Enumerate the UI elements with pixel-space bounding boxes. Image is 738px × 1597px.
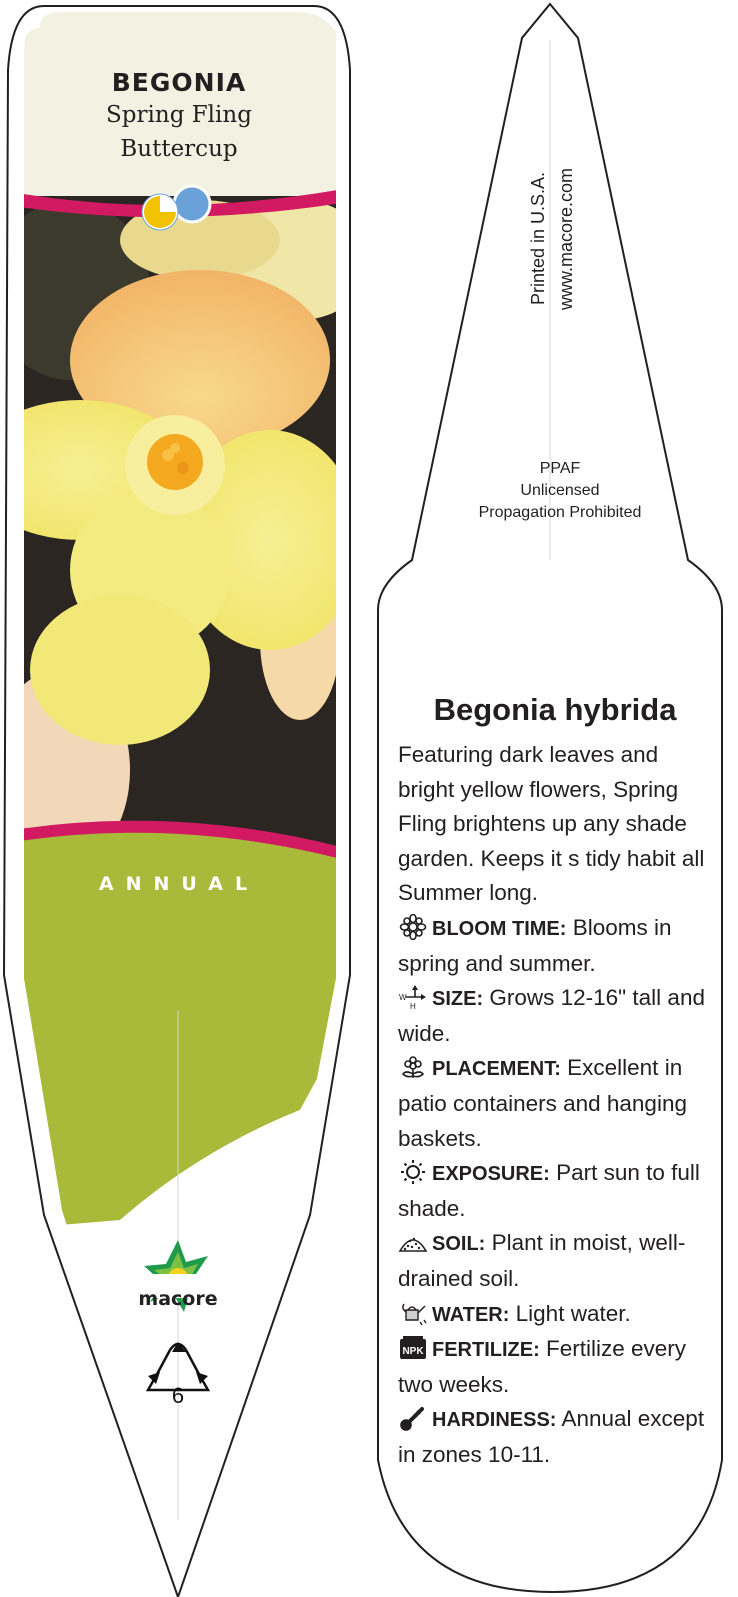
- attr-hardiness: HARDINESS: Annual except in zones 10-11.: [398, 1406, 705, 1467]
- watering-can-icon: [398, 1300, 428, 1326]
- website-text: www.macore.com: [556, 167, 576, 310]
- attr-water: WATER: Light water.: [398, 1297, 716, 1333]
- attr-fertilize: NPK FERTILIZE: Fertilize every two weeks.: [398, 1336, 687, 1397]
- attr-bloom-time: BLOOM TIME: Blooms in spring and summer.: [398, 914, 672, 976]
- svg-text:H: H: [410, 1002, 416, 1011]
- attr-size: W H SIZE: Grows 12-16" tall and wide.: [398, 985, 705, 1046]
- soil-pile-icon: [398, 1229, 428, 1255]
- recycle-code: 6: [171, 1383, 185, 1408]
- variety-name-line2: Buttercup: [120, 136, 238, 162]
- plant-genus: BEGONIA: [111, 68, 247, 97]
- attr-soil: SOIL: Plant in moist, well-drained soil.: [398, 1230, 686, 1291]
- svg-text:W: W: [399, 993, 407, 1003]
- size-arrows-icon: [398, 984, 428, 1010]
- ppaf-line2: Unlicensed: [520, 482, 600, 499]
- plant-description: Featuring dark leaves and bright yellow flowers, Spring Fling brightens up any shade garden. Keeps it s tidy habit all Summer long.: [398, 742, 705, 906]
- care-info: [398, 738, 716, 1472]
- flower-icon: [398, 914, 428, 940]
- variety-name-line1: Spring Fling: [106, 102, 252, 128]
- ppaf-notice: [440, 458, 680, 524]
- attr-placement: PLACEMENT: Excellent in patio containers and hanging baskets.: [398, 1055, 687, 1151]
- printed-in-text: Printed in U.S.A.: [528, 171, 548, 305]
- sun-icon: [398, 1159, 428, 1185]
- flower-stamen: [147, 434, 203, 490]
- brand-name: macore: [138, 1288, 218, 1310]
- attr-exposure: EXPOSURE: Part sun to full shade.: [398, 1160, 700, 1221]
- svg-text:NPK: NPK: [402, 1346, 424, 1358]
- ppaf-line3: Propagation Prohibited: [478, 504, 642, 521]
- ppaf-line1: PPAF: [539, 460, 581, 477]
- plant-placement-icon: [398, 1054, 428, 1080]
- plant-category: ANNUAL: [98, 873, 260, 895]
- npk-fertilizer-icon: [398, 1335, 428, 1361]
- species-name: Begonia hybrida: [433, 692, 677, 727]
- thermometer-icon: [398, 1405, 428, 1431]
